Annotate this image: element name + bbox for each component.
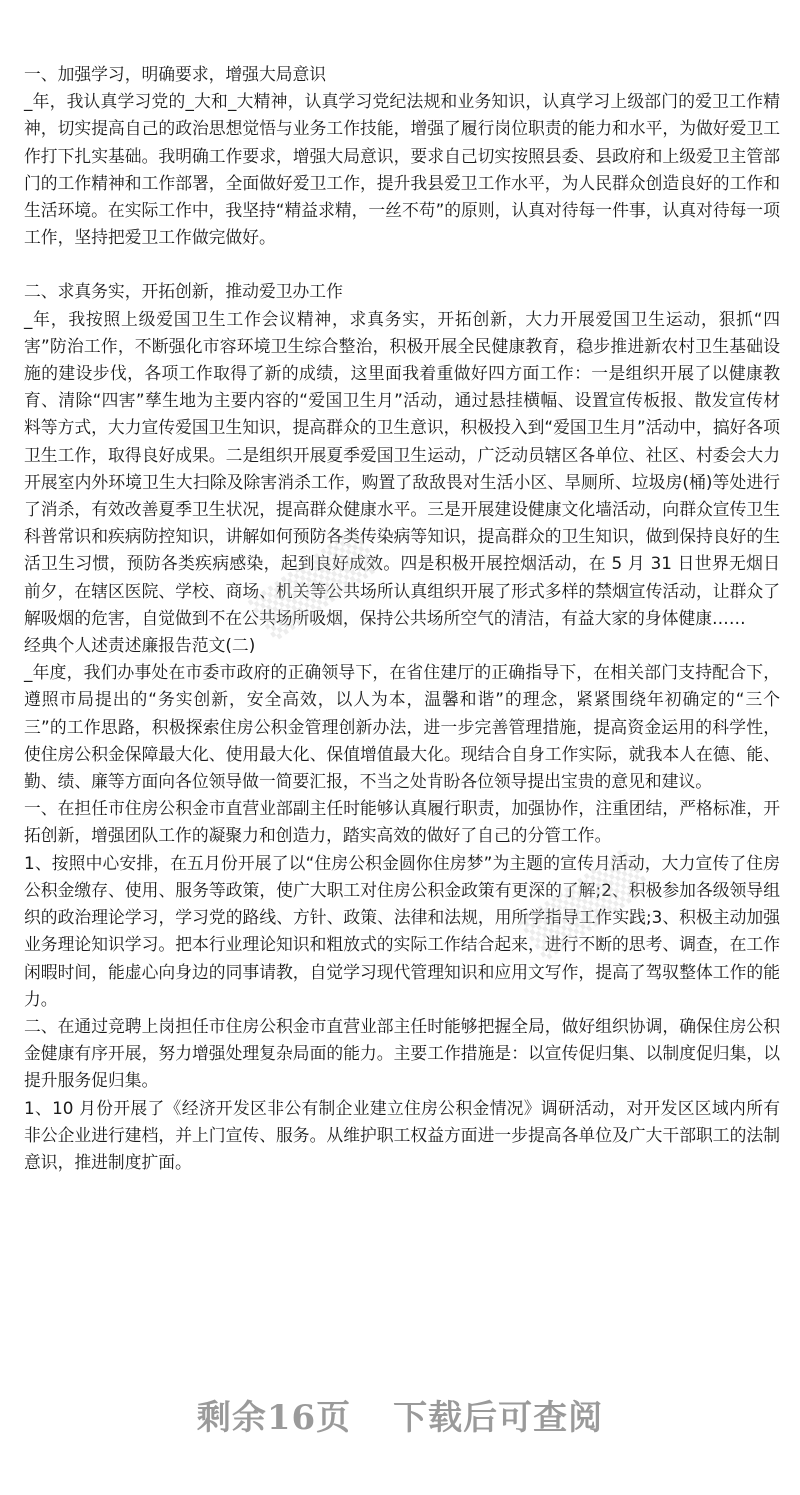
remaining-pages-text: 剩余16页 [196,1398,352,1438]
example-title: 经典个人述责述廉报告范文(二) [24,635,256,656]
example-point-1-detail: 1、按照中心安排，在五月份开展了以“住房公积金圆你住房梦”为主题的宣传月活动，大力宣传了住房公积金缴存、使用、服务等政策，使广大职工对住房公积金政策有更深的了解;2、积极参加各级领导组织的政治理论学习，学习党的路线、方针、政策、法律和法规，用所学指导工作实践;3、积极主动加强业务理论知识学习。把本行业理论知识和粗放式的实际工作结合起来，进行不断的思考、调查，在工作闲暇时间，能虚心向身边的同事请教，自觉学习现代管理知识和应用文写作，提高了驾驭整体工作的能力。 [24,852,780,1009]
section-paragraph-2: _年，我按照上级爱国卫生工作会议精神，求真务实，开拓创新，大力开展爱国卫生运动，狠抓“四害”防治工作，不断强化市容环境卫生综合整治，积极开展全民健康教育，稳步推进新农村卫生基础设施的建设步伐，各项工作取得了新的成绩，这里面我着重做好四方面工作：一是组织开展了以健康教育、清除“四害”孳生地为主要内容的“爱国卫生月”活动，通过悬挂横幅、设置宣传板报、散发宣传材料等方式，大力宣传爱国卫生知识，提高群众的卫生意识，积极投入到“爱国卫生月”活动中，搞好各项卫生工作，取得良好成果。二是组织开展夏季爱国卫生运动，广泛动员辖区各单位、社区、村委会大力开展室内外环境卫生大扫除及除害消杀工作，购置了敌敌畏对生活小区、旱厕所、垃圾房(桶)等处进行了消杀，有效改善夏季卫生状况，提高群众健康水平。三是开展建设健康文化墙活动，向群众宣传卫生科普常识和疾病防控知识，讲解如何预防各类传染病等知识，提高群众的卫生知识，做到保持良好的生活卫生习惯，预防各类疾病感染，起到良好成效。四是积极开展控烟活动，在 5 月 31 日世界无烟日前夕，在辖区医院、学校、商场、机关等公共场所认真组织开展了形式多样的禁烟宣传活动，让群众了解吸烟的危害，自觉做到不在公共场所吸烟，保持公共场所空气的清洁，有益大家的身体健康…… [24,308,780,628]
download-notice[interactable] [0,1390,800,1439]
document-body [24,61,780,1176]
section-heading-1: 一、加强学习，明确要求，增强大局意识 [24,64,327,84]
watermark-mark: ▒▒▒▒ [517,847,652,962]
paragraph-gap [24,251,780,278]
section-heading-2: 二、求真务实，开拓创新，推动爱卫办工作 [24,281,343,302]
example-point-2: 二、在通过竞聘上岗担任市住房公积金市直营业部主任时能够把握全局，做好组织协调，确保住房公积金健康有序开展，努力增强处理复杂局面的能力。主要工作措施是：以宣传促归集、以制度促归集，以提升服务促归集。 [24,1015,780,1091]
example-point-2-detail: 1、10 月份开展了《经济开发区非公有制企业建立住房公积金情况》调研活动，对开发区区域内所有非公企业进行建档，并上门宣传、服务。从维护职工权益方面进一步提高各单位及广大干部职工的法制意识，推进制度扩面。 [24,1097,780,1172]
section-paragraph-1: _年，我认真学习党的_大和_大精神，认真学习党纪法规和业务知识，认真学习上级部门的爱卫工作精神，切实提高自己的政治思想觉悟与业务工作技能，增强了履行岗位职责的能力和水平，为做好爱卫工作打下扎实基础。我明确工作要求，增强大局意识，要求自己切实按照县委、县政府和上级爱卫主管部门的工作精神和工作部署，全面做好爱卫工作，提升我县爱卫工作水平，为人民群众创造良好的工作和生活环境。在实际工作中，我坚持“精益求精，一丝不苟”的原则，认真对待每一件事，认真对待每一项工作，坚持把爱卫工作做完做好。 [24,91,780,248]
example-point-1: 一、在担任市住房公积金市直营业部副主任时能够认真履行职责，加强协作，注重团结，严格标准，开拓创新，增强团队工作的凝聚力和创造力，踏实高效的做好了自己的分管工作。 [24,798,780,846]
example-intro-paragraph: _年度，我们办事处在市委市政府的正确领导下，在省住建厅的正确指导下，在相关部门支持配合下，遵照市局提出的“务实创新，安全高效，以人为本，温馨和谐”的理念，紧紧围绕年初确定的“三个三”的工作思路，积极探索住房公积金管理创新办法，进一步完善管理措施，提高资金运用的科学性，使住房公积金保障最大化、使用最大化、保值增值最大化。现结合自身工作实际，就我本人在德、能、勤、绩、廉等方面向各位领导做一简要汇报，不当之处肯盼各位领导提出宝贵的意见和建议。 [24,662,780,792]
watermark-mark: ▒▒▒▒ [247,527,382,642]
download-prompt-text[interactable]: 下载后可查阅 [393,1398,604,1438]
